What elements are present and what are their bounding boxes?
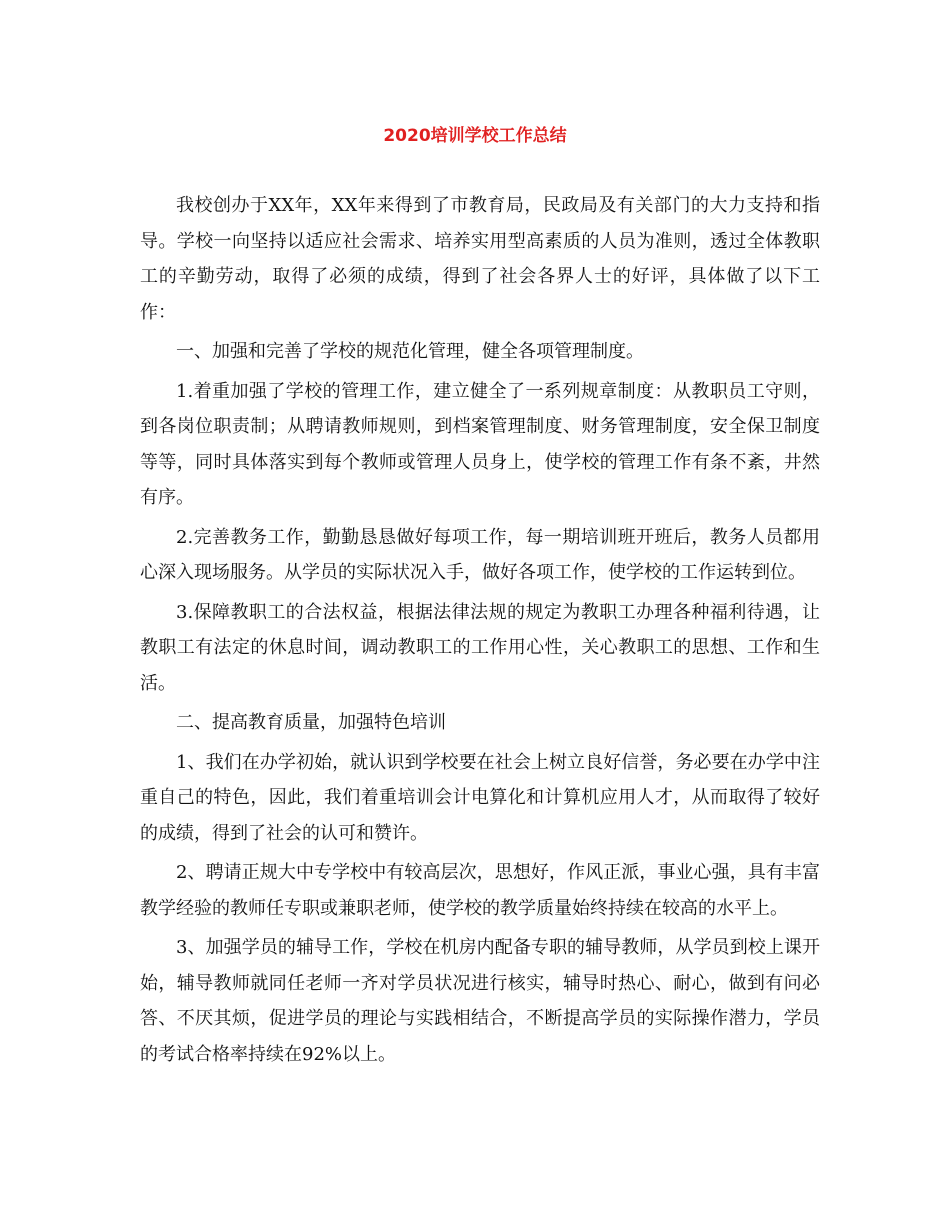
section-heading-2: 二、提高教育质量，加强特色培训 [176,712,446,733]
paragraph-2-3: 3、加强学员的辅导工作，学校在机房内配备专职的辅导教师，从学员到校上课开始，辅导教师就同任老师一齐对学员状况进行核实，辅导时热心、耐心，做到有问必答、不厌其烦，促进学员的理论与实践相结合，不断提高学员的实际操作潜力，学员的考试合格率持续在92%以上。 [140,937,820,1065]
paragraph-1-1: 1.着重加强了学校的管理工作，建立健全了一系列规章制度：从教职员工守则，到各岗位职责制；从聘请教师规则，到档案管理制度、财务管理制度，安全保卫制度等等，同时具体落实到每个教师或管理人员身上，使学校的管理工作有条不紊，井然有序。 [140,380,820,508]
paragraph-intro: 我校创办于XX年，XX年来得到了市教育局，民政局及有关部门的大力支持和指导。学校一向坚持以适应社会需求、培养实用型高素质的人员为准则，透过全体教职工的辛勤劳动，取得了必须的成绩，得到了社会各界人士的好评，具体做了以下工作： [140,195,820,323]
paragraph-1-2: 2.完善教务工作，勤勤恳恳做好每项工作，每一期培训班开班后，教务人员都用心深入现场服务。从学员的实际状况入手，做好各项工作，使学校的工作运转到位。 [140,526,820,583]
paragraph-2-1: 1、我们在办学初始，就认识到学校要在社会上树立良好信誉，务必要在办学中注重自己的特色，因此，我们着重培训会计电算化和计算机应用人才，从而取得了较好的成绩，得到了社会的认可和赞许。 [140,751,820,844]
document-title: 2020培训学校工作总结 [383,126,567,146]
paragraph-2-2: 2、聘请正规大中专学校中有较高层次，思想好，作风正派，事业心强，具有丰富教学经验的教师任专职或兼职老师，使学校的教学质量始终持续在较高的水平上。 [140,862,820,919]
paragraph-1-3: 3.保障教职工的合法权益，根据法律法规的规定为教职工办理各种福利待遇，让教职工有法定的休息时间，调动教职工的工作用心性，关心教职工的思想、工作和生活。 [140,601,820,694]
section-heading-1: 一、加强和完善了学校的规范化管理，健全各项管理制度。 [176,341,644,362]
document-body [140,188,820,1076]
